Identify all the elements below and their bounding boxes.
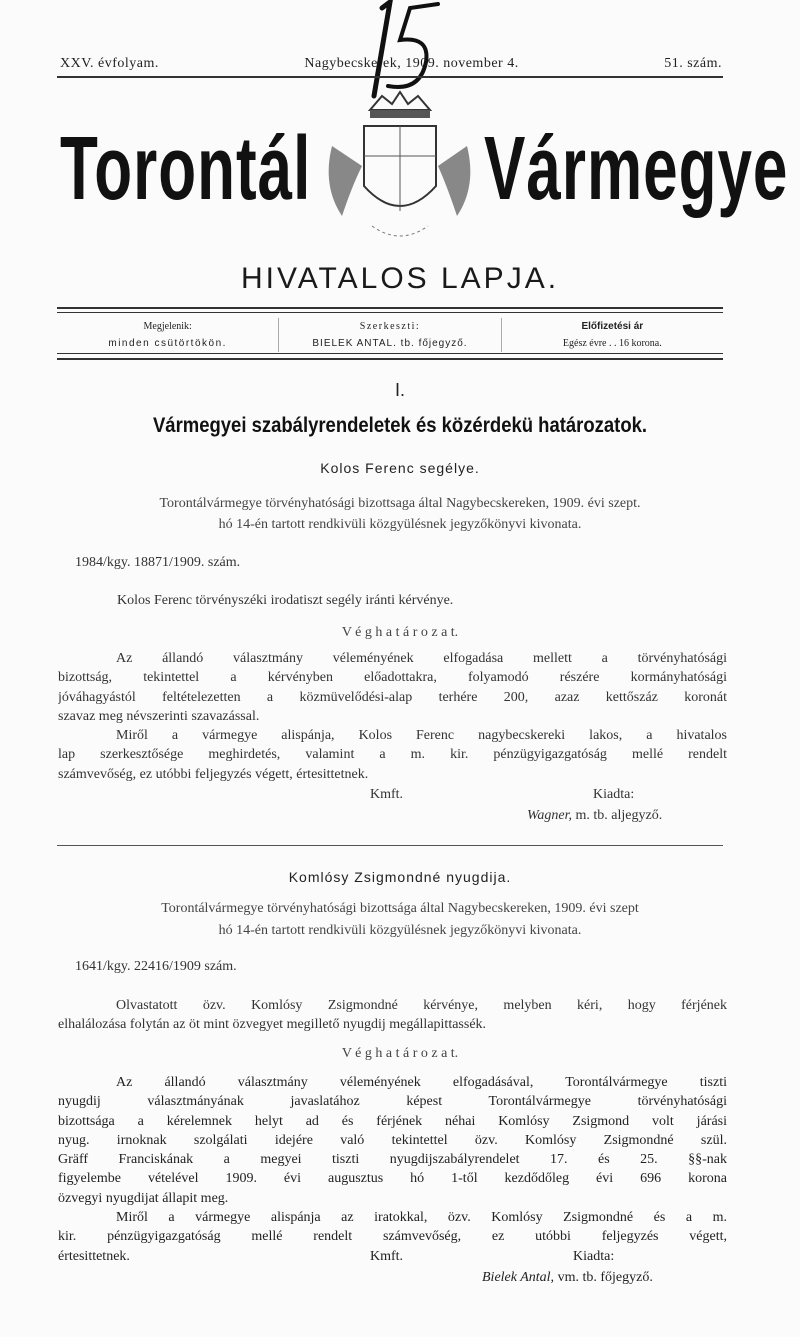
appears-value: minden csütörtökön. [108,338,227,349]
section-title: Vármegyei szabályrendeletek és közérdekü határozatok. [152,414,648,437]
divider [57,76,723,78]
body-line: Gräff Franciskának a megyei tiszti nyugdijszabályrendelet 17. és 25. §§-nak [58,1152,727,1168]
article-body [58,649,727,784]
case-number: 1641/kgy. 22416/1909 szám. [75,959,237,974]
body-line: özvegyi nyugdijat állapit meg. [58,1190,229,1206]
appears-label: Megjelenik: [143,321,192,332]
signature [482,1270,653,1286]
issue-number: 51. szám. [664,56,722,71]
body-line: bizottsága a kérelemnek helyt ad és férjének néhai Komlósy Zsigmond volt járási [58,1113,727,1129]
subscription-value: Egész évre . . 16 korona. [562,338,662,349]
body-line: Az állandó választmány véleményének elfogadása mellett a törvényhatósági [116,651,727,666]
editor-value: BIELEK ANTAL. tb. főjegyző. [312,338,468,349]
body-line: kir. pénzügyigazgatóság mellé rendelt számvevőség, ez utóbbi feljegyzés végett, [58,1229,727,1245]
body-line: Az állandó választmány véleményének elfogadásával, Torontálvármegye tiszti [116,1075,727,1090]
divider [57,353,723,354]
signer-name: Bielek Antal, [482,1270,555,1285]
article-title: Kolos Ferenc segélye. [320,460,480,476]
subject-line: Olvastatott özv. Komlósy Zsigmondné kérvénye, melyben kéri, hogy férjének [116,998,727,1013]
masthead-subtitle: HIVATALOS LAPJA. [240,262,560,295]
appears-info [57,318,279,352]
signer-name: Wagner, [527,808,572,823]
divider [57,312,723,313]
signature [527,808,662,824]
intro-line: Torontálvármegye törvényhatósági bizottsága által Nagybecskereken, 1909. évi szept [161,901,639,916]
article-title: Komlósy Zsigmondné nyugdija. [288,869,512,885]
case-subject: Kolos Ferenc törvényszéki irodatiszt segély iránti kérvénye. [117,593,454,608]
masthead-title-left: Torontál [60,119,312,220]
closing-line [58,1247,727,1266]
body-line: nyugdij választmányának javaslatához képest Torontálvármegye törvényhatósági [58,1094,727,1110]
intro-line: hó 14-én tartott rendkivüli közgyülésnek jegyzőkönyvi kivonata. [218,923,582,938]
body-line: jóváhagyástól feltételezetten a közmüvelődési-alap terhére 200, azaz kettőszáz koronát [58,689,727,705]
resolution-label: V é g h a t á r o z a t. [341,1046,459,1061]
signer-title: m. tb. aljegyző. [575,808,663,823]
body-line: Miről a vármegye alispánja az iratokkal, özv. Komlósy Zsigmondné és a m. [116,1210,727,1226]
article-body [58,1073,727,1266]
body-line: Miről a vármegye alispánja, Kolos Ferenc nagybecskereki lakos, a hivatalos [116,728,727,744]
divider [57,307,723,309]
handwritten-mark-icon [360,0,450,100]
issued-label: Kiadta: [593,787,635,802]
case-subject [58,996,727,1035]
body-line: bizottság, tekintettel a kérvényben előadottakra, folyamodó részére kormányhatósági [58,670,727,686]
section-number: I. [394,380,405,400]
article-intro [0,493,800,535]
kmft: Kmft. [370,1248,404,1264]
body-line: szavaz meg névszerinti szavazással. [58,708,260,724]
case-number: 1984/kgy. 18871/1909. szám. [75,555,241,570]
divider [57,358,723,360]
volume: XXV. évfolyam. [60,56,159,71]
editor-info [279,318,501,352]
article-intro [0,898,800,942]
intro-line: hó 14-én tartott rendkivüli közgyülésnek jegyzőkönyvi kivonata. [218,517,582,532]
body-line: számvevőség, ez utóbbi feljegyzés végett, értesittetnek. [58,766,369,782]
subscription-label: Előfizetési ár [581,321,644,332]
editor-label: Szerkeszti: [359,321,421,332]
subscription-info [502,318,723,352]
masthead-title-right: Vármegye [484,119,789,220]
intro-line: Torontálvármegye törvényhatósági bizottsaga által Nagybecskereken, 1909. évi szept. [159,496,641,511]
body-line: értesittetnek. [58,1248,130,1264]
issued-label: Kiadta: [573,1248,615,1264]
resolution-label: V é g h a t á r o z a t. [341,625,459,640]
body-line: figyelembe vételével 1909. évi augusztus hó 1-től kezdődőleg évi 696 korona [58,1171,727,1187]
subject-line: elhalálozása folytán az öt mint özvegyet megillető nyugdij megállapittassék. [58,1017,487,1033]
place-date: Nagybecskerek, 1909. november 4. [304,56,519,71]
kmft: Kmft. [370,787,404,802]
body-line: lap szerkesztősége meghirdetés, valamint a m. kir. pénzügyigazgatóság mellé rendelt [58,747,727,763]
publication-info [57,318,723,352]
body-line: nyug. irnoknak szolgálati idejére való tekintettel özv. Komlósy Zsigmondné szül. [58,1132,727,1148]
divider [57,845,723,846]
signer-title: vm. tb. főjegyző. [557,1270,653,1285]
coat-of-arms-icon [318,86,483,251]
